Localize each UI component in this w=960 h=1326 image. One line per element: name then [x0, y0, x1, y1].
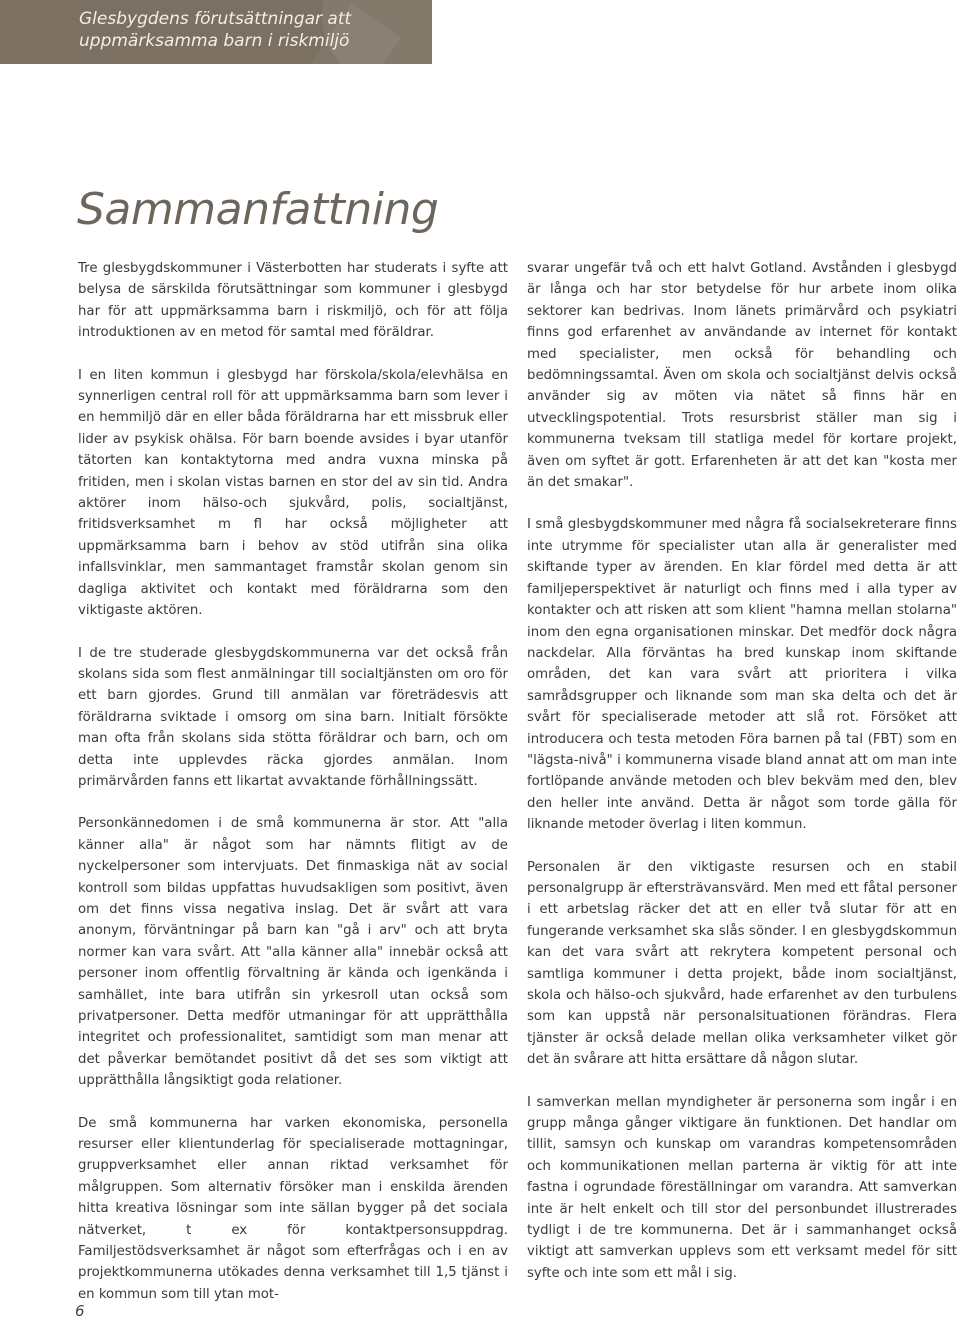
paragraph: Personalen är den viktigaste resursen och en stabil personalgrupp är eftersträvansvärd. Men med ett fåtal personer i ett arbetslag räcker det att en eller två slutar för att en fungerande verksamhet ska slås sönder. I en glesbygdskommun kan det vara svårt att rekrytera kompetent personal och samtliga kommuner i detta projekt, både inom socialtjänst, skola och hälso-och sjukvård, hade erfarenhet av den turbulens som kan uppstå när personalsituationen förändras. Flera tjänster är också delade mellan olika verksamheter vilket gör det än svårare att hitta ersättare då någon slutar.	[527, 859, 957, 1068]
paragraph: Tre glesbygdskommuner i Västerbotten har studerats i syfte att belysa de särskilda förutsättningar som kommuner i glesbygd har för att uppmärksamma barn i riskmiljö, och för att följa introduktionen av en metod för samtal med föräldrar.	[78, 261, 508, 341]
paragraph: Personkännedomen i de små kommunerna är stor. Att "alla känner alla" är något som har nämnts flitigt av de nyckelpersoner som intervjuats. Det finmaskiga nät av social kontroll som bildas uppfattas huvudsakligen som positivt, även om det finns vissa negativa inslag. Det är svårt att vara anonym, förväntningar på barn kan "gå i arv" och att bryta normer kan vara svårt. Att "alla känner alla" innebär också att personer inom offentlig förvaltning är kända och igenkända i samhället, inte bara utifrån sin yrkesroll utan också som privatpersoner. Detta medför utmaningar för att upprätthålla integritet och professionalitet, samtidigt som man menar att det påverkar bemötandet positivt då det ses som viktigt att upprätthålla långsiktigt goda relationer.	[78, 816, 508, 1089]
right-column	[527, 258, 957, 1305]
paragraph: De små kommunerna har varken ekonomiska, personella resurser eller klientunderlag för specialiserade mottagningar, gruppverksamhet eller annan riktad verksamhet för målgruppen. Som alternativ försöker man i enskilda ärenden hitta kreativa lösningar som inte sällan bygger på det sociala nätverket, t ex för kontaktpersonsuppdrag. Familjestödsverksamhet är något som efterfrågas och i en av projektkommunerna utökades denna verksamhet till 1,5 tjänst i en kommun som till ytan mot-	[78, 1115, 508, 1302]
paragraph: I samverkan mellan myndigheter är personerna som ingår i en grupp många gånger viktigare än funktionen. Det handlar om tillit, samsyn och kunskap om varandras kompetensområden och kommunikationen mellan parterna är viktig för att inte fastna i ogrundade föreställningar om varandra. Att samverkan inte är helt enkelt och till stor del personbundet illustrerades tydligt i de tre kommunerna. Det är i sammanhanget också viktigt att samverkan upplevs som ett verksamt medel för sitt syfte och inte som ett mål i sig.	[527, 1094, 957, 1281]
paragraph: I små glesbygdskommuner med några få socialsekreterare finns inte utrymme för specialister utan alla är generalister med skiftande typer av ärenden. En klar fördel med detta är att familjeperspektivet är naturligt och finns med i alla typer av kontakter och att risken att som klient "hamna mellan stolarna" inom den egna organisationen minskar. Det medför dock några nackdelar. Alla förväntas ha bred kunskap inom skiftande områden, det kan vara svårt att prioritera i vilka samrådsgrupper och liknande som man ska delta och det är svårt för specialiserade metoder att slå rot. Försöket att introducera och testa metoden Föra barnen på tal (FBT) som en "lägsta-nivå" i kommunerna visade bland annat att om man inte fortlöpande använde metoden och blev bekväm med den, blev den heller inte använd. Detta är något som torde gälla för liknande metoder överlag i liten kommun.	[527, 517, 957, 833]
running-header-title: Glesbygdens förutsättningar att uppmärksamma barn i riskmiljö	[79, 9, 352, 51]
page-title: Sammanfattning	[77, 184, 439, 235]
left-column	[78, 258, 508, 1326]
paragraph: svarar ungefär två och ett halvt Gotland. Avstånden i glesbygd är långa och har stor betydelse för hur arbete inom olika sektorer kan bedrivas. Inom länets primärvård och psykiatri finns god erfarenhet av användande av internet för kontakt med specialister, men också för behandling och bedömningssamtal. Även om skola och socialtjänst delvis också använder sig av möten via nätet så finns här en utvecklingspotential. Trots resursbrist ställer man sig i kommunerna tveksam till statliga medel för kortare projekt, även om syftet är gott. Erfarenheten är att det kan "kosta mer än det smakar".	[527, 261, 957, 491]
paragraph: I en liten kommun i glesbygd har förskola/skola/elevhälsa en synnerligen central roll för att uppmärksamma barn som lever i en hemmiljö där en eller båda föräldrarna har ett missbruk eller lider av psykisk ohälsa. För barn boende avsides i byar utanför tätorten kan kontaktytorna med andra vuxna minska på fritiden, men i skolan vistas barnen en stor del av sin tid. Andra aktörer inom hälso-och sjukvård, polis, socialtjänst, fritidsverksamhet m fl har också möjligheter att uppmärksamma barn i behov av stöd utifrån sina olika infallsvinklar, men sammantaget framstår skolan genom sin dagliga aktivitet och kontakt med föräldrarna som den viktigaste aktören.	[78, 367, 508, 619]
paragraph: I de tre studerade glesbygdskommunerna var det också från skolans sida som flest anmälningar till socialtjänsten om oro för ett barn gjordes. Grund till anmälan var företrädesvis att föräldrarna sviktade i omsorg om sina barn. Initialt försökte man ofta från skolans sida stötta föräldrar och barn, och om detta inte upplevdes räcka gjordes anmälan. Inom primärvården fanns ett likartat avvaktande förhållningssätt.	[78, 645, 508, 789]
page-number: 6	[75, 1302, 85, 1320]
header-band	[0, 0, 432, 64]
